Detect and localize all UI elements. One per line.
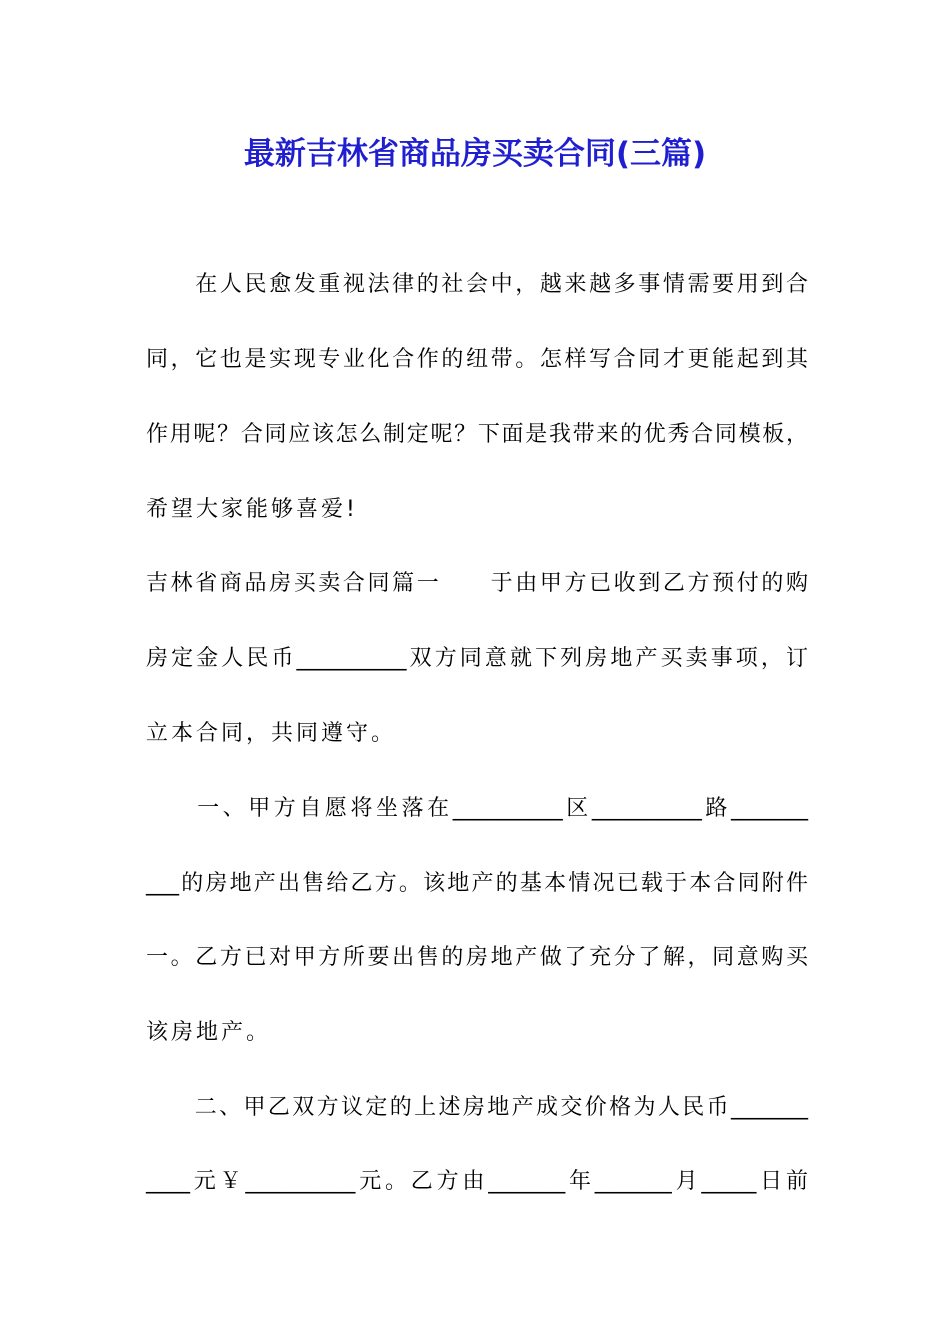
body-line-13: ____元￥__________元。乙方由_______年_______月_____日前 <box>146 1169 808 1194</box>
body-line-2: 同，它也是实现专业化合作的纽带。怎样写合同才更能起到其 <box>146 347 808 372</box>
body-line-7: 立本合同，共同遵守。 <box>146 721 397 746</box>
body-line-10: 一。乙方已对甲方所要出售的房地产做了充分了解，同意购买 <box>146 945 808 970</box>
body-line-3: 作用呢？合同应该怎么制定呢？下面是我带来的优秀合同模板， <box>146 422 808 447</box>
body-line-6: 房定金人民币__________双方同意就下列房地产买卖事项，订 <box>146 646 808 671</box>
body-line-1: 在人民愈发重视法律的社会中，越来越多事情需要用到合 <box>146 272 808 297</box>
body-line-8: 一、甲方自愿将坐落在__________区__________路_______ <box>146 796 808 821</box>
body-line-4: 希望大家能够喜爱! <box>146 497 358 522</box>
body-line-9: ___的房地产出售给乙方。该地产的基本情况已载于本合同附件 <box>146 871 808 896</box>
document-title: 最新吉林省商品房买卖合同(三篇) <box>243 136 707 172</box>
body-line-12: 二、甲乙双方议定的上述房地产成交价格为人民币_______ <box>146 1095 808 1120</box>
body-line-11: 该房地产。 <box>146 1020 272 1045</box>
body-line-5: 吉林省商品房买卖合同篇一 于由甲方已收到乙方预付的购 <box>146 571 808 596</box>
